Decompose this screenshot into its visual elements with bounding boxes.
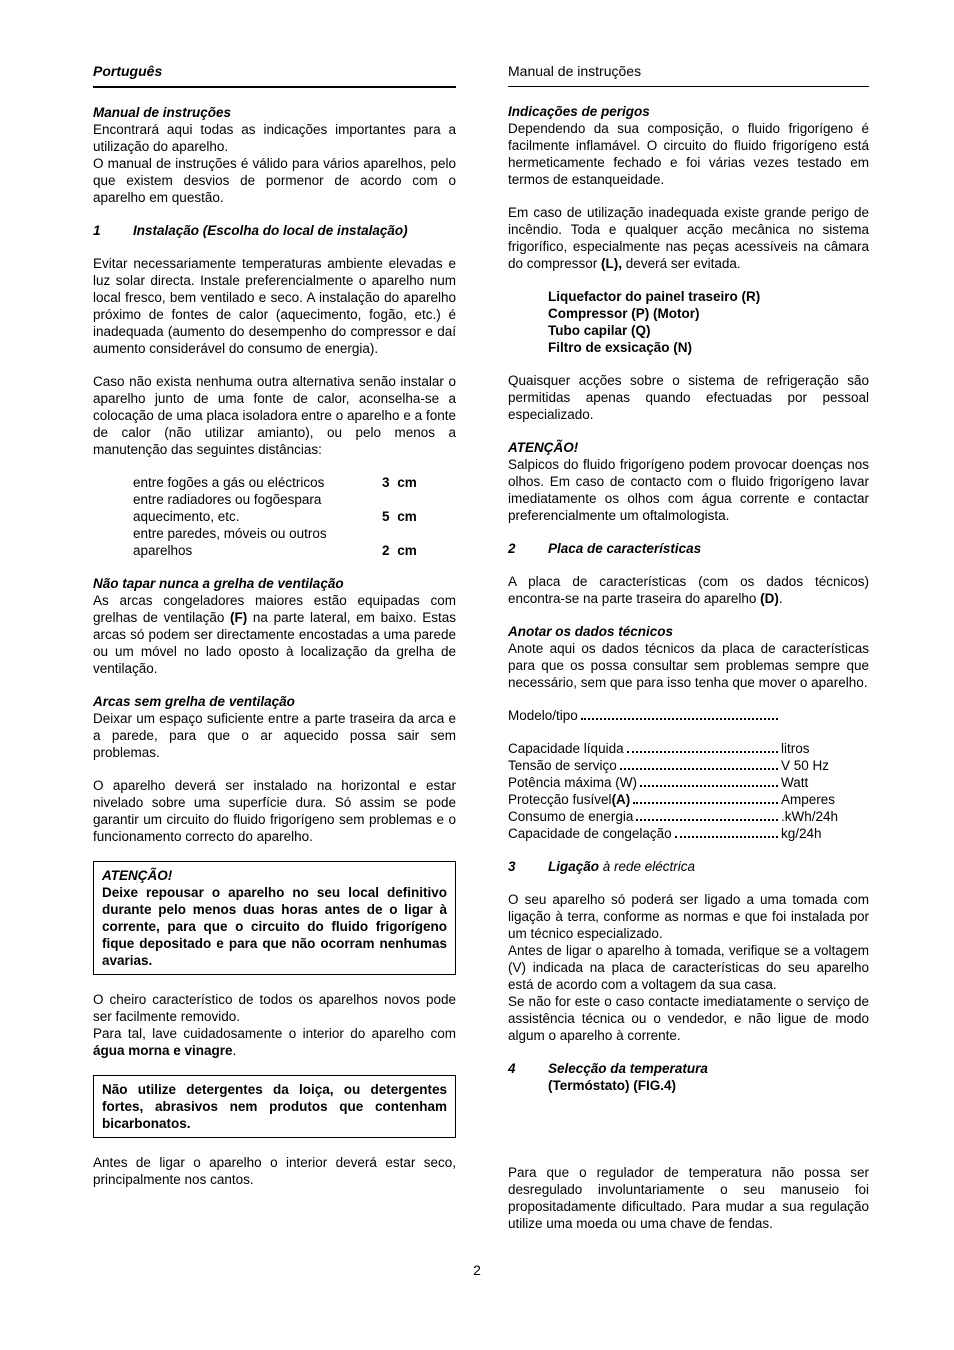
warning-title: ATENÇÃO!: [102, 868, 173, 883]
section-heading-anotar: Anotar os dados técnicos: [508, 624, 674, 639]
warning-box-detergents: [93, 1075, 456, 1138]
text-segment: .: [232, 1043, 237, 1058]
component-row: [508, 339, 869, 356]
paragraph: Salpicos do fluido frigorígeno podem provocar doenças nos olhos. Em caso de contacto com o fluido frigorígeno lavar imediatamente os olhos com água corrente e contactar preferencialmente um oftalmologista.: [508, 457, 869, 523]
section-number: 3: [508, 859, 516, 874]
spec-label: Capacidade de congelação: [508, 826, 672, 841]
text-segment: A placa de características (com os dados técnicos) encontra-se na parte traseira do aparelho: [508, 574, 869, 606]
paragraph: Evitar necessariamente temperaturas ambiente elevadas e luz solar directa. Instale preferencialmente o aparelho num local fresco, bem ventilado e seco. A instalação do aparelho próximo de fontes de calor (aquecimento, fogão, etc.) é inadequada (aumento do desempenho do compressor e daí aumento considerável do consumo de energia).: [93, 256, 456, 356]
text-segment-bold: (L),: [601, 256, 623, 271]
section-heading-perigos: Indicações de perigos: [508, 104, 650, 119]
distance-row: [93, 525, 456, 559]
dot-leader: [640, 785, 778, 787]
section-title: Placa de características: [548, 541, 702, 556]
spec-label-bold: (A): [611, 792, 631, 807]
text-segment: Para tal, lave cuidadosamente o interior do aparelho com: [93, 1026, 456, 1041]
paragraph: Quaisquer acções sobre o sistema de refrigeração são permitidas apenas quando efectuadas por pessoal especializado.: [508, 373, 869, 422]
spec-value: .kWh/24h: [781, 809, 839, 824]
spec-label: Modelo/tipo: [508, 708, 578, 723]
text-segment-bold: (D): [760, 591, 779, 606]
section-heading-grelha: Não tapar nunca a grelha de ventilação: [93, 576, 344, 591]
paragraph: Dependendo da sua composição, o fluido frigorígeno é facilmente inflamável. O circuito do fluido frigorígeno está hermeticamente fechado e foi várias vezes testado em termos de estanqueidade.: [508, 121, 869, 187]
section-heading-3-ligacao: [508, 858, 869, 875]
tech-spec-list: [508, 740, 869, 842]
section-number: 4: [508, 1061, 516, 1076]
text-segment: na parte lateral, em baixo. Estas arcas só podem ser directamente encostadas a uma parede ou um móvel no lado oposto à localização da grelha de ventilação.: [93, 610, 456, 676]
section-title: Selecção da temperatura: [548, 1061, 708, 1076]
section-number: 1: [93, 223, 101, 238]
paragraph: O cheiro característico de todos os aparelhos novos pode ser facilmente removido.: [93, 992, 456, 1024]
spec-label: Tensão de serviço: [508, 758, 617, 773]
warning-body: Deixe repousar o aparelho no seu local definitivo durante pelo menos duas horas antes de o ligar à corrente, para que o circuito do fluido frigorígeno fique depositado e para que não ocorram nenhumas avarias.: [102, 885, 447, 968]
paragraph: Encontrará aqui todas as indicações importantes para a utilização do aparelho.: [93, 122, 456, 154]
text-segment: deverá ser evitada.: [622, 256, 741, 271]
page-number: 2: [473, 1262, 481, 1278]
section-title-bold: Ligação: [548, 859, 600, 874]
paragraph: [93, 1025, 456, 1059]
model-type-row: [508, 707, 869, 724]
paragraph: Para que o regulador de temperatura não possa ser desregulado involuntariamente o seu manuseio foi propositadamente dificultado. Para mudar a sua regulação utilize uma moeda ou uma chave de fendas.: [508, 1165, 869, 1231]
section-heading-manual: Manual de instruções: [93, 105, 232, 120]
spec-label: Potência máxima (W): [508, 775, 638, 790]
component-row: [508, 305, 869, 322]
paragraph: Caso não exista nenhuma outra alternativa senão instalar o aparelho junto de uma fonte de calor, aconselha-se a colocação de uma placa isoladora entre o aparelho e a fonte de calor (não utilizar amianto), ou pelo menos a manutenção das seguintes distâncias:: [93, 374, 456, 457]
spec-label: Consumo de energia: [508, 809, 634, 824]
text-segment: As arcas congeladores maiores estão equipadas com grelhas de ventilação: [93, 593, 456, 625]
tech-spec-row: [508, 774, 869, 791]
spec-label: Capacidade líquida: [508, 741, 624, 756]
text-segment: Em caso de utilização inadequada existe grande perigo de incêndio. Toda e qualquer acção mecânica no sistema frigorífico, especialmente nas peças acessíveis na câmara do compressor: [508, 205, 869, 271]
component-row: [508, 322, 869, 339]
dot-leader: [675, 836, 778, 838]
dot-leader: [620, 768, 778, 770]
component-label: Compressor (P) (Motor): [548, 306, 700, 321]
paragraph: [93, 592, 456, 677]
left-column: [93, 63, 456, 1188]
tech-spec-row: [508, 791, 869, 808]
component-label: Filtro de exsicação (N): [548, 340, 693, 355]
section-title-rest: à rede eléctrica: [599, 859, 696, 874]
paragraph: Antes de ligar o aparelho à tomada, verifique se a voltagem (V) indicada na placa de características do seu aparelho está de acordo com a voltagem da sua casa.: [508, 943, 869, 992]
section-subtitle: (Termóstato) (FIG.4): [548, 1078, 676, 1093]
component-label: Tubo capilar (Q): [548, 323, 651, 338]
running-header-right: Manual de instruções: [508, 63, 869, 87]
paragraph: [508, 204, 869, 272]
component-list: [508, 288, 869, 356]
dot-leader: [633, 802, 778, 804]
section-heading-atencao: ATENÇÃO!: [508, 440, 579, 455]
spec-label: Protecção fusível: [508, 792, 612, 807]
distance-row: [93, 491, 456, 525]
text-segment-bold: (F): [230, 610, 248, 625]
distance-label: entre radiadores ou fogõespara aquecimento, etc.: [133, 492, 322, 524]
section-heading-2-placa: [508, 540, 869, 557]
component-label: Liquefactor do painel traseiro (R): [548, 289, 761, 304]
distance-list: [93, 474, 456, 559]
distance-row: [93, 474, 456, 491]
distance-value: 2 cm: [382, 543, 417, 558]
component-row: [508, 288, 869, 305]
spec-value: litros: [781, 741, 810, 756]
distance-value: 5 cm: [382, 509, 417, 524]
section-title: Instalação (Escolha do local de instalação): [133, 223, 408, 238]
spec-value: V 50 Hz: [781, 758, 830, 773]
paragraph: Anote aqui os dados técnicos da placa de características para que os possa consultar sem problemas sempre que necessário, sem que para isso tenha que mover o aparelho.: [508, 641, 869, 690]
distance-label: entre fogões a gás ou eléctricos: [133, 475, 325, 490]
section-heading-1-instalacao: [93, 222, 456, 239]
spec-value: Watt: [781, 775, 809, 790]
section-heading-4-temperatura: [508, 1060, 869, 1094]
warning-box-attention: [93, 861, 456, 975]
spec-value: kg/24h: [781, 826, 822, 841]
distance-value: 3 cm: [382, 475, 417, 490]
tech-spec-row: [508, 740, 869, 757]
section-number: 2: [508, 541, 516, 556]
dot-leader: [581, 718, 778, 720]
spec-value: Amperes: [781, 792, 836, 807]
distance-label: entre paredes, móveis ou outros aparelhos: [133, 526, 327, 558]
paragraph: Se não for este o caso contacte imediatamente o serviço de assistência técnica ou o vendedor, e não ligue de modo algum o aparelho à corrente.: [508, 994, 869, 1043]
paragraph: O manual de instruções é válido para vários aparelhos, pelo que existem desvios de pormenor de acordo com o aparelho em questão.: [93, 156, 456, 205]
dot-leader: [636, 819, 778, 821]
text-segment: .: [778, 591, 783, 606]
running-header-left: Português: [93, 63, 456, 88]
paragraph: Antes de ligar o aparelho o interior deverá estar seco, principalmente nos cantos.: [93, 1155, 456, 1187]
tech-spec-row: [508, 757, 869, 774]
paragraph: [508, 573, 869, 607]
paragraph: Deixar um espaço suficiente entre a parte traseira da arca e a parede, para que o ar aquecido possa sair sem problemas.: [93, 711, 456, 760]
tech-spec-row: [508, 825, 869, 842]
tech-spec-row: [508, 808, 869, 825]
section-heading-arcas: Arcas sem grelha de ventilação: [93, 694, 295, 709]
warning-body: Não utilize detergentes da loiça, ou detergentes fortes, abrasivos nem produtos que contenham bicarbonatos.: [102, 1082, 447, 1131]
paragraph: O aparelho deverá ser instalado na horizontal e estar nivelado sobre uma superfície dura. Só assim se pode garantir um circuito do fluido frigorígeno sem problemas e o funcionamento correcto do aparelho.: [93, 778, 456, 844]
dot-leader: [627, 751, 778, 753]
right-column: [508, 63, 869, 1232]
paragraph: O seu aparelho só poderá ser ligado a uma tomada com ligação à terra, conforme as normas e que foi instalada por um técnico especializado.: [508, 892, 869, 941]
text-segment-bold: água morna e vinagre: [93, 1043, 233, 1058]
